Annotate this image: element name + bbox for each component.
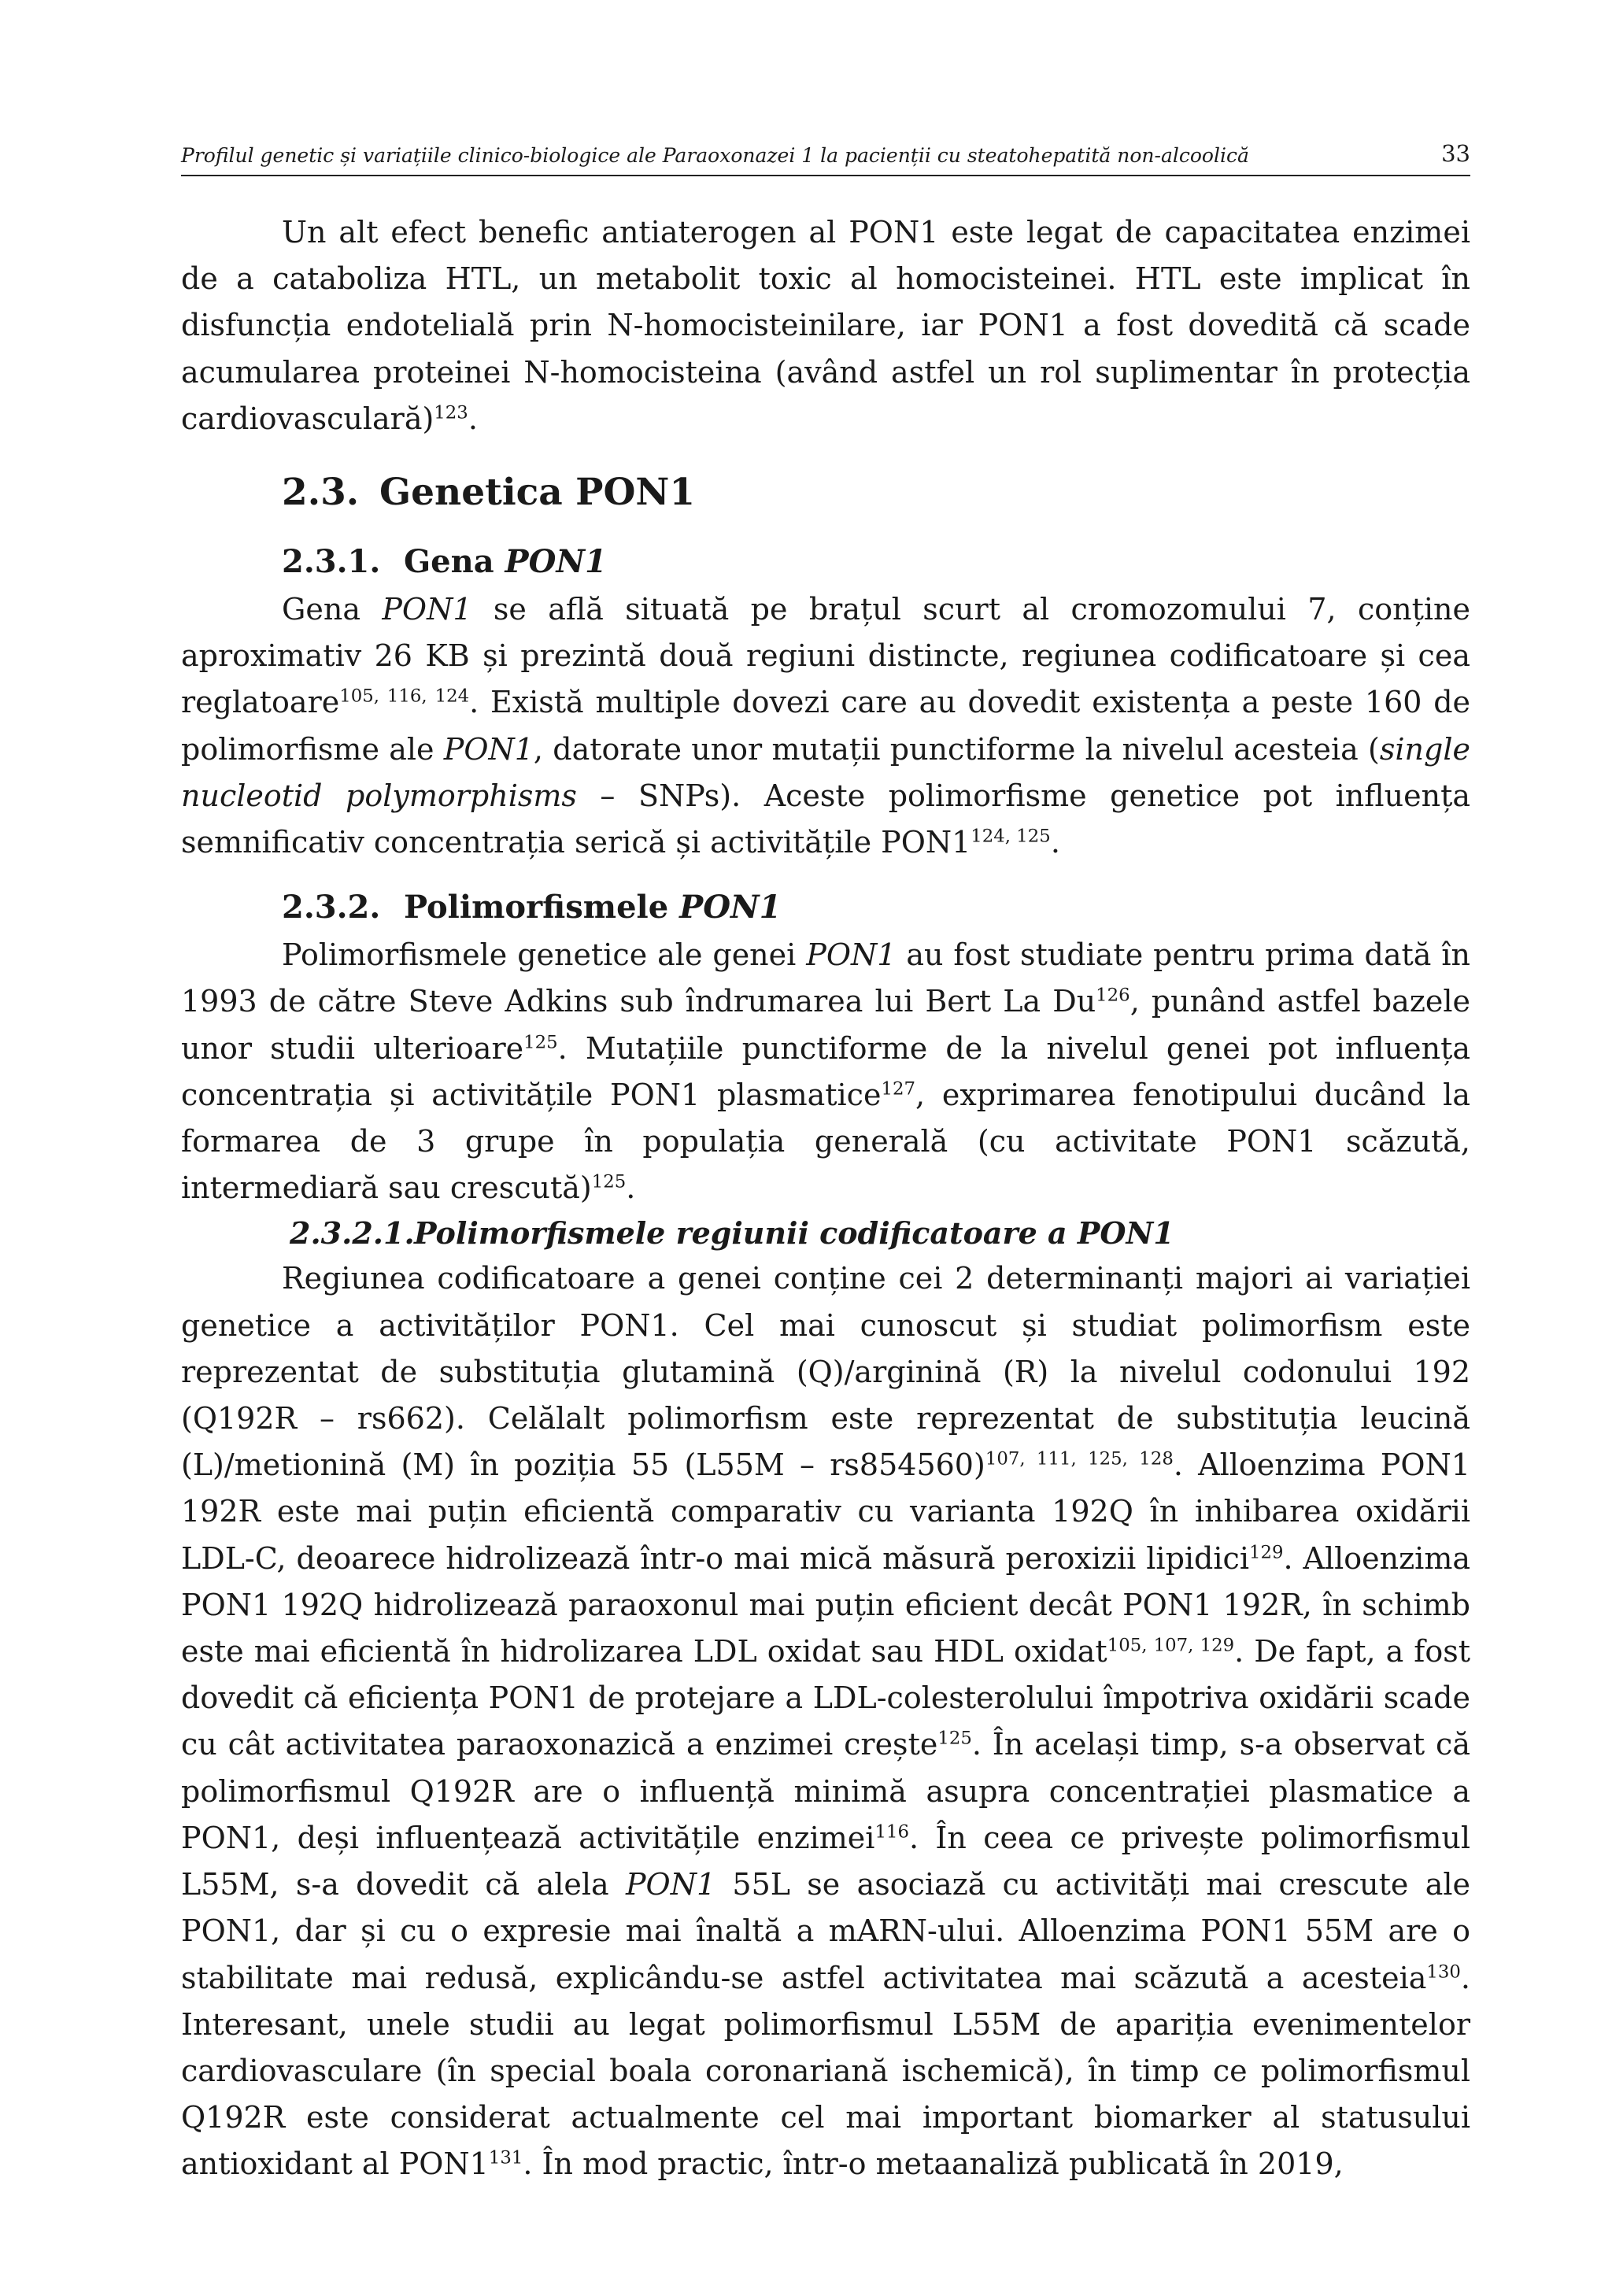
citation-ref: 105, 116, 124: [339, 686, 470, 707]
subsubsection-heading-2-3-2-1: [290, 1211, 1470, 1255]
running-header: [181, 140, 1470, 176]
page-number: 33: [1441, 140, 1470, 167]
paragraph-polimorfisme: Polimorfismele genetice ale genei PON1 au fost studiate pentru prima dată în 1993 de către Steve Adkins sub îndrumarea lui Bert La Du$^{126}$, punând astfel bazele unor studii ulterioare$^{125}$. Mutațiile punctiforme de la nivelul genei pot influența concentrația și activitățile PON1 plasmatice$^{127}$, exprimarea fenotipului ducând la formarea de 3 grupe în populația generală (cu activitate PON1 scăzută, intermediară sau crescută)$^{125}$.: [181, 937, 1470, 1206]
paragraph-regiune-codificatoare: Regiunea codificatoare a genei conține cei 2 determinanți majori ai variației genetice a activităților PON1. Cel mai cunoscut și studiat polimorfism este reprezentat de substituția glutamină (Q)/arginină (R) la nivelul codonului 192 (Q192R – rs662). Celălalt polimorfism este reprezentat de substituția leucină (L)/metionină (M) în poziția 55 (L55M – rs854560)$^{107, 111, 125, 128}$. Alloenzima PON1 192R este mai puțin eficientă comparativ cu varianta 192Q în inhibarea oxidării LDL-C, deoarece hidrolizează într-o mai mică măsură peroxizii lipidici$^{129}$. Alloenzima PON1 192Q hidrolizează paraoxonul mai puțin eficient decât PON1 192R, în schimb este mai eficientă în hidrolizarea LDL oxidat sau HDL oxidat$^{105, 107, 129}$. De fapt, a fost dovedit că eficiența PON1 de protejare a LDL-colesterolului împotriva oxidării scade cu cât activitatea paraoxonazică a enzimei crește$^{125}$. În același timp, s-a observat că polimorfismul Q192R are o influență minimă asupra concentrației plasmatice a PON1, deși influențează activitățile enzimei$^{116}$. În ceea ce privește polimorfismul L55M, s-a dovedit că alela PON1 55L se asociază cu activități mai crescute ale PON1, dar și cu o expresie mai înaltă a mARN-ului. Alloenzima PON1 55M are o stabilitate mai redusă, explicându-se astfel activitatea mai scăzută a acesteia$^{130}$. Interesant, unele studii au legat polimorfismul L55M de apariția evenimentelor cardiovasculare (în special boala coronariană ischemică), în timp ce polimorfismul Q192R este considerat actualmente cel mai important biomarker al statusului antioxidant al $PON1^{131}$. În mod practic, într-o metaanaliză publicată în 2019,: [181, 1261, 1471, 2182]
paragraph-gena-pon1: Gena PON1 se află situată pe brațul scurt al cromozomului 7, conține aproximativ 26 KB și prezintă două regiuni distincte, regiunea codificatoare și cea reglatoare$^{105, 116, 124}$. Există multiple dovezi care au dovedit existența a peste 160 de polimorfisme ale PON1, datorate unor mutații punctiforme la nivelul acesteia (single nucleotid polymorphisms – SNPs). Aceste polimorfisme genetice pot influența semnificativ concentrația serică și activitățile PON1$^{124, 125}$.: [181, 592, 1471, 860]
citation-ref: 125: [937, 1728, 972, 1749]
subsection-number: 2.3.1.: [282, 543, 381, 581]
citation-ref: 126: [1096, 985, 1130, 1006]
section-heading-2-3: [282, 471, 1470, 514]
citation-ref: 123: [434, 402, 468, 423]
citation-ref: 125: [591, 1171, 627, 1192]
section-title: Genetica PON1: [379, 471, 696, 515]
subsubsection-number: 2.3.2.1.: [290, 1215, 415, 1252]
paragraph-pon1-htl: Un alt efect benefic antiaterogen al PON1 este legat de capacitatea enzimei de a cataboliza HTL, un metabolit toxic al homocisteinei. HTL este implicat în disfuncția endotelială prin N-homocisteinilare, iar PON1 a fost dovedită că scade acumularea proteinei N-homocisteina (având astfel un rol suplimentar în protecția cardiovasculară)$^{123}$.: [181, 215, 1470, 436]
subsection-heading-2-3-1: 2.3.1. Gena PON1: [282, 538, 1470, 586]
citation-ref: 131: [488, 2147, 523, 2168]
citation-ref: 124, 125: [971, 826, 1051, 847]
citation-ref: 127: [881, 1078, 915, 1100]
subsection-heading-2-3-2: 2.3.2. Polimorfismele PON1: [282, 883, 1470, 932]
citation-ref: 107, 111, 125, 128: [985, 1448, 1174, 1470]
citation-ref: 105, 107, 129: [1107, 1635, 1235, 1656]
section-number: 2.3.: [282, 471, 360, 515]
subsubsection-title: Polimorfismele regiunii codificatoare a PON1: [414, 1215, 1174, 1252]
citation-ref: 130: [1426, 1961, 1461, 1982]
running-title: Profilul genetic și variațiile clinico-biologice ale Paraoxonazei 1 la pacienții cu steatohepatită non-alcoolică: [181, 144, 1249, 167]
subsection-number: 2.3.2.: [282, 889, 381, 926]
citation-ref: 129: [1248, 1542, 1284, 1563]
citation-ref: 125: [523, 1031, 558, 1052]
citation-ref: 116: [874, 1821, 909, 1843]
